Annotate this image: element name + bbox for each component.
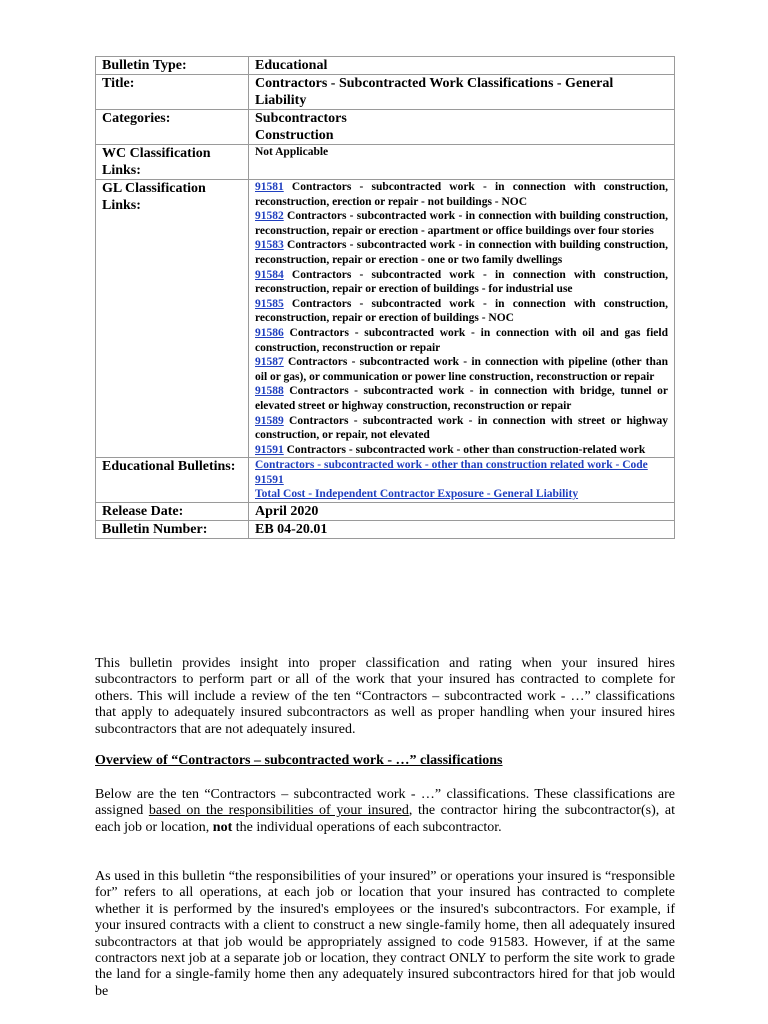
bulletin-number-label: Bulletin Number: <box>96 521 249 539</box>
release-date-value: April 2020 <box>249 503 675 521</box>
gl-link-item <box>255 355 668 384</box>
gl-code-link[interactable]: 91591 <box>255 443 284 456</box>
gl-code-description: Contractors - subcontracted work - in connection with construction, reconstruction, repair or erection of buildings - for industrial use <box>255 268 669 296</box>
row-release-date <box>96 503 675 521</box>
gl-code-link[interactable]: 91586 <box>255 326 284 339</box>
gl-code-description: Contractors - subcontracted work - other than construction-related work <box>286 443 646 456</box>
gl-code-description: Contractors - subcontracted work - in connection with building construction, reconstruction, repair or erection - apartment or office buildings over four stories <box>255 210 669 237</box>
bulletin-type-value: Educational <box>249 57 675 75</box>
wc-links-label: WC Classification Links: <box>96 145 249 180</box>
category-item: Construction <box>255 128 334 143</box>
gl-code-description: Contractors - subcontracted work - in connection with street or highway construction, or repair, not elevated <box>255 414 669 442</box>
educational-bulletin-link[interactable]: Total Cost - Independent Contractor Exposure - General Liability <box>255 488 579 501</box>
gl-links-list <box>249 180 675 458</box>
categories-label: Categories: <box>96 110 249 145</box>
intro-paragraph: This bulletin provides insight into proper classification and rating when your insured hires subcontractors to perform part or all of the work that your insured has contracted to complete for others. This will include a review of the ten “Contractors – subcontracted work - …” classifications that apply to adequately insured subcontractors as well as proper handling when your insured hires subcontractors that are not adequately insured. <box>95 656 675 737</box>
title-label: Title: <box>96 75 249 110</box>
gl-link-item <box>255 209 668 238</box>
gl-code-link[interactable]: 91584 <box>255 268 284 281</box>
bulletin-type-label: Bulletin Type: <box>96 57 249 75</box>
row-categories <box>96 110 675 145</box>
row-gl-links <box>96 180 675 458</box>
gl-links-label: GL Classification Links: <box>96 180 249 458</box>
bulletin-info-table <box>95 56 675 539</box>
title-value: Contractors - Subcontracted Work Classifications - General Liability <box>249 75 675 110</box>
row-wc-links <box>96 145 675 180</box>
gl-code-description: Contractors - subcontracted work - in connection with construction, reconstruction, erection or repair - not buildings - NOC <box>255 181 669 208</box>
gl-code-description: Contractors - subcontracted work - in connection with construction, reconstruction, repair or erection of buildings - NOC <box>255 297 669 325</box>
responsibilities-paragraph: As used in this bulletin “the responsibilities of your insured” or operations your insured is “responsible for” refers to all operations, at each job or location that your insured has contracted to complete whether it is performed by the insured's employees or the insured's subcontractors. For example, if your insured contracts with a client to construct a new single-family home, then all adequately insured subcontractors at that job would be appropriately assigned to code 91583. However, if at the same contractors next job at a separate job or location, they contract ONLY to perform the site work to grade the land for a single-family home then any adequately insured subcontractors hired for that job would be <box>95 869 675 999</box>
gl-link-item <box>255 414 668 443</box>
gl-link-item <box>255 268 668 297</box>
row-title <box>96 75 675 110</box>
release-date-label: Release Date: <box>96 503 249 521</box>
gl-link-item <box>255 238 668 267</box>
gl-link-item <box>255 443 668 458</box>
gl-code-description: Contractors - subcontracted work - in connection with pipeline (other than oil or gas), or communication or power line construction, reconstruction or repair <box>255 356 669 383</box>
gl-link-item <box>255 326 668 355</box>
classification-paragraph: Below are the ten “Contractors – subcontracted work - …” classifications. These classifications are assigned based on the responsibilities of your insured, the contractor hiring the subcontractor(s), at each job or location, not the individual operations of each subcontractor. <box>95 787 676 835</box>
underlined-phrase: based on the responsibilities of your insured <box>148 803 409 819</box>
gl-code-link[interactable]: 91587 <box>255 356 284 369</box>
gl-link-item <box>255 297 668 326</box>
wc-links-value: Not Applicable <box>249 145 675 180</box>
gl-code-link[interactable]: 91585 <box>255 297 284 310</box>
gl-code-description: Contractors - subcontracted work - in connection with building construction, reconstruction, repair or erection - one or two family dwellings <box>255 239 669 266</box>
row-educational-bulletins <box>96 458 675 503</box>
educational-bulletins-list <box>249 458 675 503</box>
category-item: Subcontractors <box>255 111 347 126</box>
gl-code-link[interactable]: 91582 <box>255 210 284 223</box>
gl-code-description: Contractors - subcontracted work - in connection with oil and gas field construction, reconstruction or repair <box>255 326 669 354</box>
gl-code-link[interactable]: 91588 <box>255 385 284 398</box>
row-bulletin-number <box>96 521 675 539</box>
overview-heading: Overview of “Contractors – subcontracted work - …” classifications <box>95 753 503 768</box>
gl-code-link[interactable]: 91589 <box>255 414 284 427</box>
educational-bulletins-label: Educational Bulletins: <box>96 458 249 503</box>
emphasis-not: not <box>212 819 233 835</box>
gl-link-item <box>255 384 668 413</box>
categories-value <box>249 110 675 145</box>
bulletin-number-value: EB 04-20.01 <box>249 521 675 539</box>
gl-code-description: Contractors - subcontracted work - in connection with bridge, tunnel or elevated street or highway construction, reconstruction or repair <box>255 385 668 412</box>
gl-code-link[interactable]: 91583 <box>255 239 284 252</box>
gl-code-link[interactable]: 91581 <box>255 181 284 193</box>
educational-bulletin-link[interactable]: Contractors - subcontracted work - other than construction related work - Code 91591 <box>255 459 648 486</box>
row-bulletin-type <box>96 57 675 75</box>
gl-link-item <box>255 180 668 209</box>
